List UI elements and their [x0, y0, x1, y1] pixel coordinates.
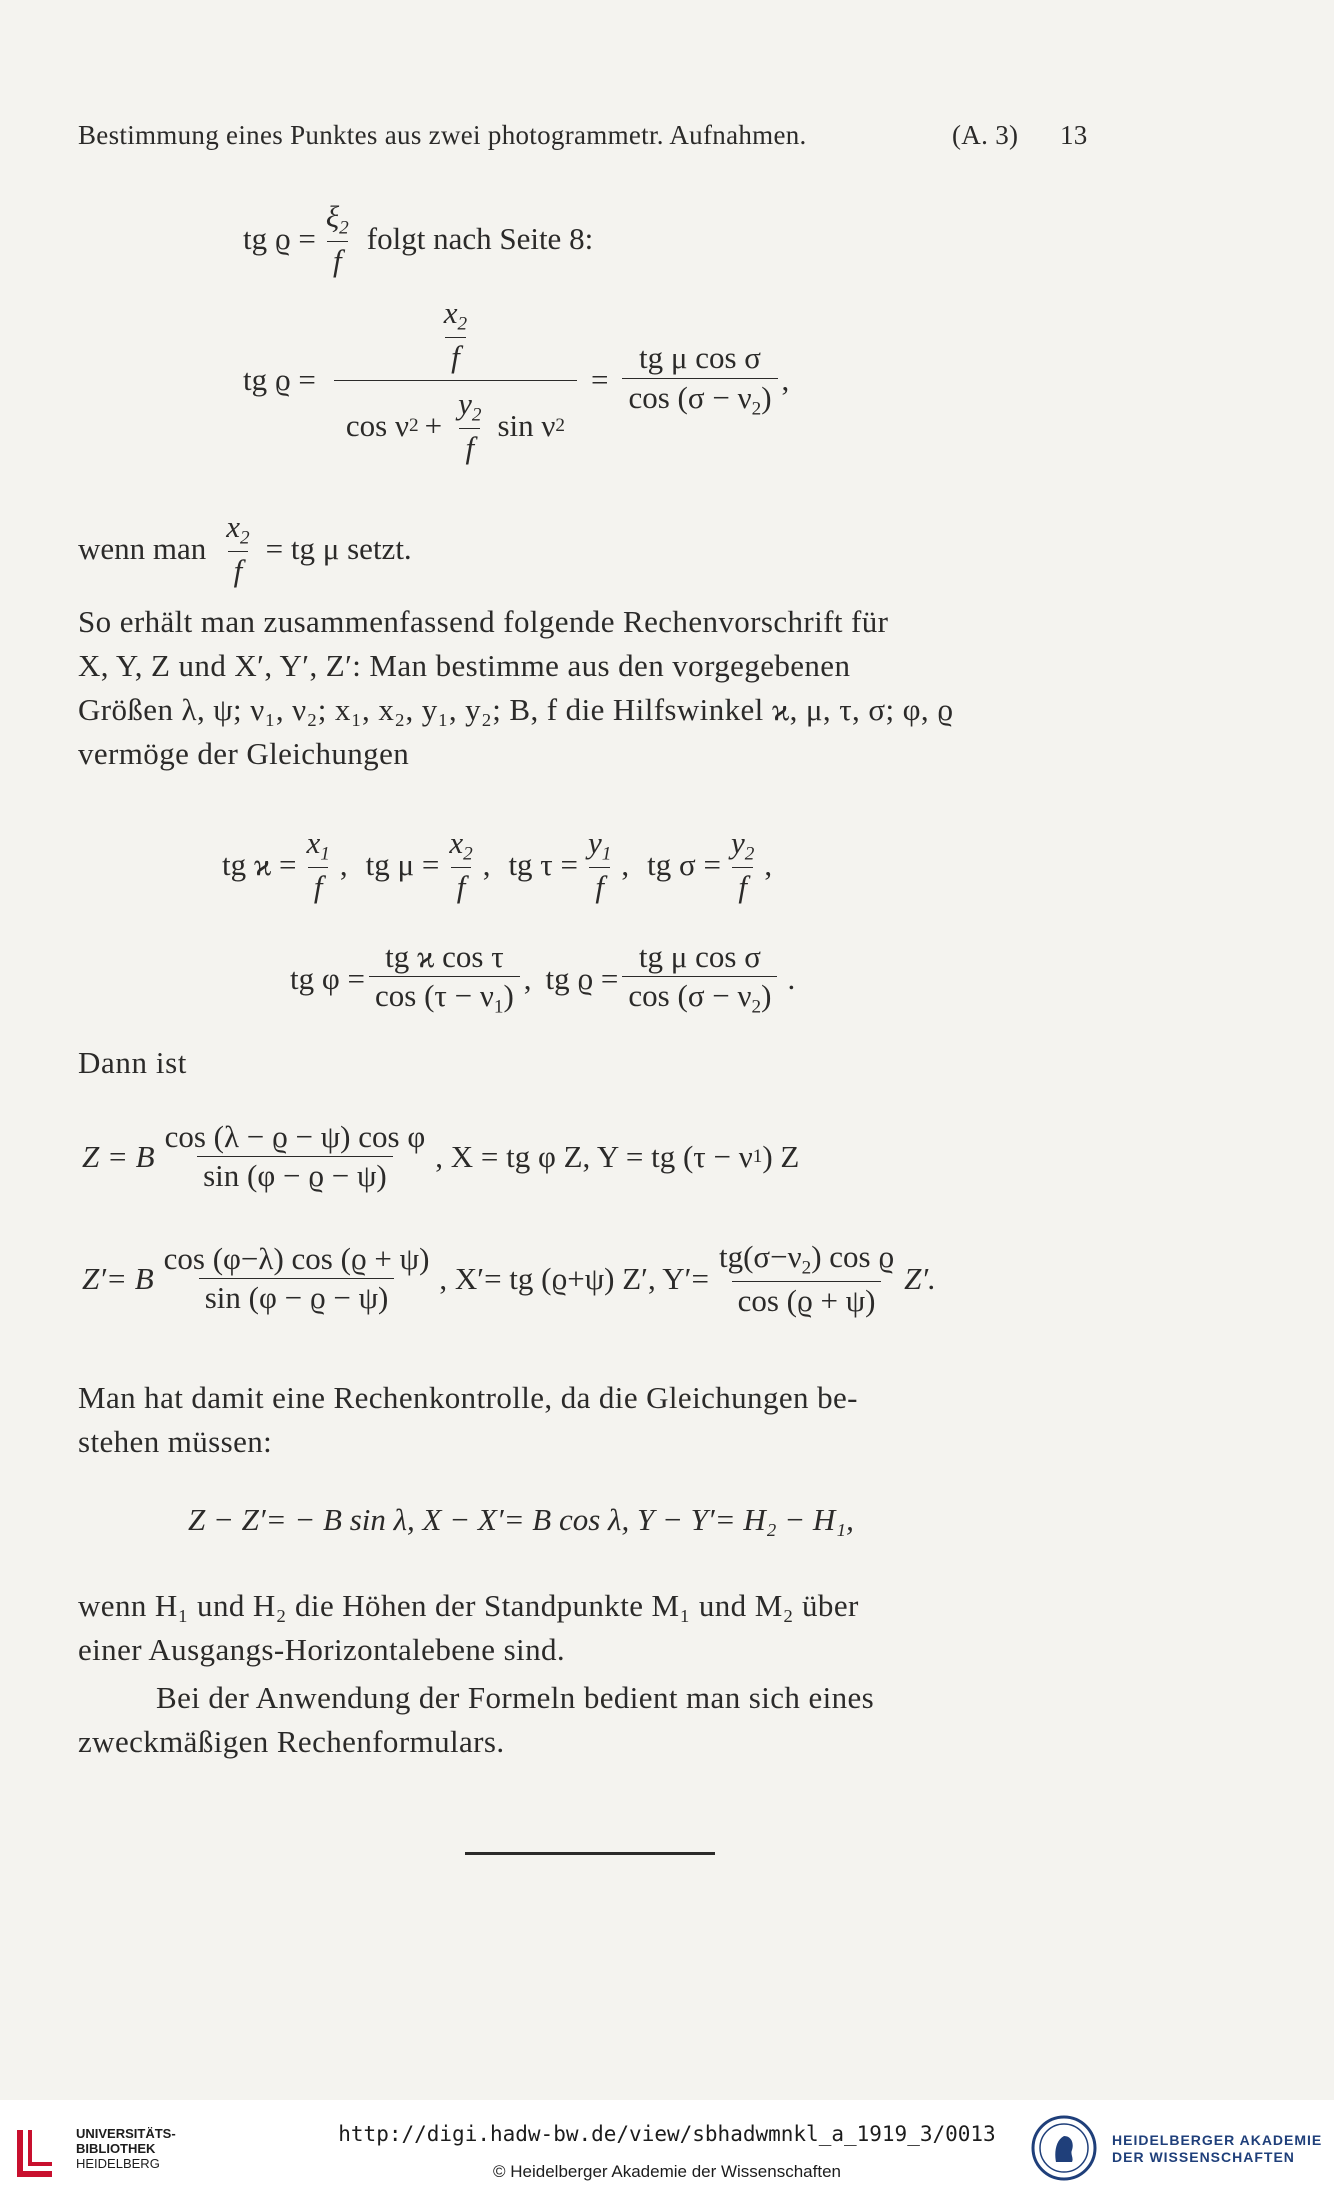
paragraph-hoehen: wenn H₁ und H₂ die Höhen der Standpunkte M₁ und M₂ über einer Ausgangs-Horizontalebene sind. — [78, 1588, 859, 1667]
rhs-fraction: $\frac{\text{tg μ cos σ}}{\cos (\sigma - \nu_2)}$ — [622, 341, 777, 419]
university-library-name: UNIVERSITÄTS- BIBLIOTHEK HEIDELBERG — [76, 2126, 176, 2171]
academy-name: HEIDELBERGER AKADEMIE DER WISSENSCHAFTEN — [1112, 2132, 1323, 2165]
footer-bar — [0, 2100, 1334, 2195]
equations-phi-rho: tg φ = $\frac{\text{tg ϰ cos τ}}{\cos (\tau - \nu_1)}$ , tg ϱ = $\frac{\text{tg μ cos σ}}{\cos (\sigma - \nu_2)}$ . — [290, 939, 796, 1018]
fraction: $\frac{\xi_2}{f}$ — [325, 199, 349, 278]
fraction: $\frac{y_2}{f}$ — [730, 825, 755, 904]
permalink-url[interactable]: http://digi.hadw-bw.de/view/sbhadwmnkl_a_1919_3/0013 — [338, 2122, 996, 2146]
dann-ist: Dann ist — [78, 1045, 187, 1080]
inner-fraction: $\frac{x_2}{f}$ — [443, 295, 468, 374]
fraction: $\frac{\text{tg μ cos σ}}{\cos (\sigma - \nu_2)}$ — [622, 940, 777, 1018]
inner-fraction: $\frac{y_2}{f}$ — [458, 385, 482, 465]
equation-Z-prime: Z′= B $\frac{\cos (\varphi-\lambda) \cos (ϱ + \psi)}{\sin (\varphi - ϱ - \psi)}$ , X′= tg (ϱ+ψ) Z′, Y′= $\frac{tg(\sigma-\nu_2) \cos ϱ}{\cos (ϱ + \psi)}$ Z′. — [82, 1239, 936, 1318]
formula-text: folgt nach Seite 8: — [366, 220, 594, 256]
fraction: $\frac{\cos (\varphi-\lambda) \cos (ϱ + \psi)}{\sin (\varphi - ϱ - \psi)}$ — [163, 1241, 430, 1316]
compound-fraction: $\frac{x_2}{f}$ cos ν 2 + $\frac{y_2}{f}$ sin ν 2 — [334, 296, 577, 465]
fraction: $\frac{tg(\sigma-\nu_2) \cos ϱ}{\cos (ϱ + \psi)}$ — [718, 1239, 895, 1318]
fraction: $\frac{x_2}{f}$ — [449, 825, 473, 904]
section-label: (A. 3) — [952, 120, 1019, 150]
page-number: 13 — [1060, 120, 1088, 150]
equations-auxiliary-angles: tg ϰ = $\frac{x_1}{f}$ , tg μ = $\frac{x_2}{f}$ , tg τ = $\frac{y_1}{f}$ , tg σ = $\frac{y_2}{f}$ , — [222, 825, 773, 904]
fraction: $\frac{y_1}{f}$ — [588, 825, 612, 904]
fraction: $\frac{\text{tg ϰ cos τ}}{\cos (\tau - \nu_1)}$ — [369, 940, 520, 1018]
paragraph-rechenvorschrift: So erhält man zusammenfassend folgende Rechenvorschrift für X, Y, Z und X′, Y′, Z′: Man bestimme aus den vorgegebenen Größen λ, ψ; ν₁, ν₂; x₁, x₂, y₁, y₂; B, f die Hilfswinkel ϰ, μ, τ, σ; φ, ϱ vermöge der Gleichungen — [78, 604, 954, 771]
equation-control: Z − Z′= − B sin λ, X − X′= B cos λ, Y − Y′= H₂ − H₁, — [188, 1502, 854, 1537]
paragraph-rechenkontrolle: Man hat damit eine Rechenkontrolle, da die Gleichungen be- stehen müssen: — [78, 1380, 858, 1459]
fraction: $\frac{\text{cos (λ − ϱ − ψ) cos φ}}{\sin (\varphi - ϱ - \psi)}$ — [164, 1119, 426, 1194]
fraction: $\frac{x_1}{f}$ — [306, 825, 330, 904]
equation-Z: Z = B $\frac{\text{cos (λ − ϱ − ψ) cos φ}}{\sin (\varphi - ϱ - \psi)}$ , X = tg φ Z, Y = tg (τ − ν 1 ) Z — [82, 1119, 800, 1194]
formula-lhs: tg ϱ = — [243, 362, 316, 398]
copyright-notice: © Heidelberger Akademie der Wissenschaften — [493, 2162, 841, 2181]
academy-seal-icon — [1030, 2114, 1098, 2182]
fraction: $\frac{x_2}{f}$ — [226, 509, 250, 588]
running-title: Bestimmung eines Punktes aus zwei photogrammetr. Aufnahmen. — [78, 120, 807, 150]
formula-tg-rho-xi — [243, 200, 593, 278]
end-rule — [465, 1852, 715, 1855]
formula-tg-rho-full: tg ϱ = $\frac{x_2}{f}$ cos ν 2 + $\frac{y_2}{f}$ sin ν 2 = $\frac{\text{tg μ cos σ}}{\cos (\sigma - \nu_2)}$ , — [243, 295, 790, 465]
formula-lhs: tg ϱ = — [243, 220, 316, 256]
formula-wenn-man: wenn man $\frac{x_2}{f}$ = tg μ setzt. — [78, 509, 412, 588]
paragraph-anwendung: Bei der Anwendung der Formeln bedient man sich eines zweckmäßigen Rechenformulars. — [78, 1680, 875, 1759]
